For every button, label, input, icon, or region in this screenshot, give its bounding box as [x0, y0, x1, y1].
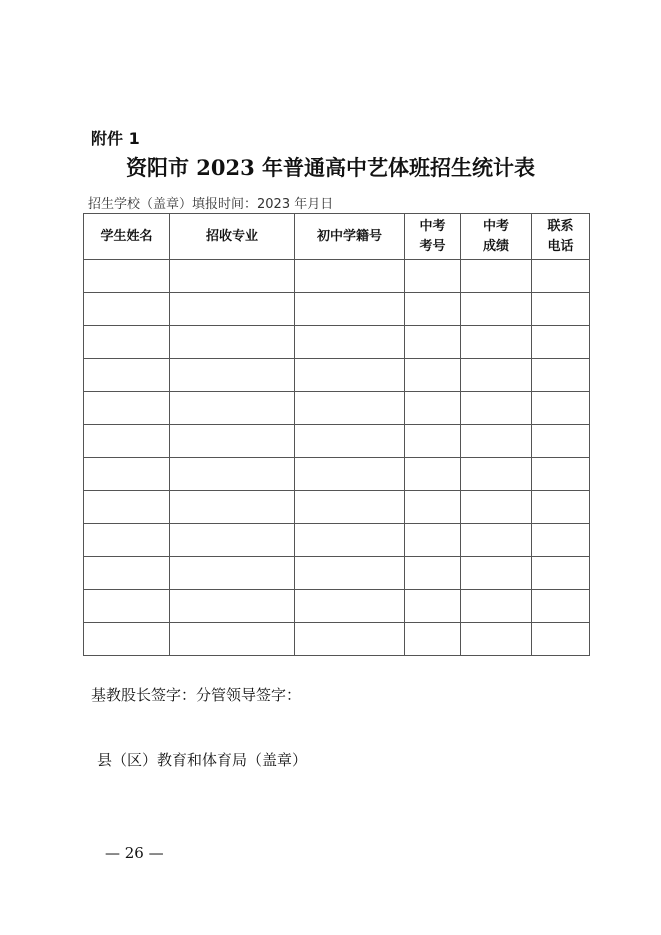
table-cell — [84, 458, 170, 491]
table-cell — [532, 260, 590, 293]
table-cell — [405, 293, 461, 326]
table-cell — [170, 425, 295, 458]
table-cell — [170, 359, 295, 392]
signature-line: 基教股长签字：分管领导签字： — [91, 686, 302, 704]
table-cell — [295, 425, 405, 458]
table-cell — [295, 491, 405, 524]
school-and-date-line: 招生学校（盖章）填报时间：2023 年月日 — [88, 197, 334, 212]
table-row — [84, 623, 590, 656]
table-cell — [532, 557, 590, 590]
table-body — [84, 260, 590, 656]
table-cell — [84, 425, 170, 458]
enrollment-table — [83, 213, 590, 656]
table-cell — [405, 491, 461, 524]
table-cell — [295, 524, 405, 557]
table-cell — [461, 557, 532, 590]
table-row — [84, 392, 590, 425]
table-cell — [405, 359, 461, 392]
table-cell — [295, 326, 405, 359]
table-cell — [461, 260, 532, 293]
table-cell — [532, 623, 590, 656]
table-cell — [84, 524, 170, 557]
table-cell — [170, 458, 295, 491]
table-cell — [461, 425, 532, 458]
table-cell — [461, 590, 532, 623]
page-number: — 26 — — [105, 844, 164, 862]
header-exam-number: 中考 考号 — [405, 214, 461, 260]
table-cell — [170, 491, 295, 524]
table-row — [84, 359, 590, 392]
table-row — [84, 557, 590, 590]
table-cell — [532, 425, 590, 458]
table-cell — [405, 260, 461, 293]
attachment-label: 附件 1 — [91, 129, 140, 148]
table-cell — [532, 491, 590, 524]
table-cell — [405, 524, 461, 557]
table-cell — [295, 590, 405, 623]
table-cell — [170, 524, 295, 557]
table-cell — [295, 260, 405, 293]
table-cell — [170, 326, 295, 359]
table-cell — [461, 458, 532, 491]
table-cell — [84, 326, 170, 359]
table-cell — [170, 557, 295, 590]
table-cell — [461, 524, 532, 557]
table-row — [84, 458, 590, 491]
table-cell — [84, 359, 170, 392]
table-cell — [170, 293, 295, 326]
table-cell — [461, 326, 532, 359]
table-cell — [532, 359, 590, 392]
table-row — [84, 524, 590, 557]
table-cell — [405, 590, 461, 623]
table-cell — [84, 293, 170, 326]
table-row — [84, 491, 590, 524]
table-cell — [532, 293, 590, 326]
table-cell — [84, 623, 170, 656]
table-cell — [461, 293, 532, 326]
page-title: 资阳市 2023 年普通高中艺体班招生统计表 — [125, 155, 536, 180]
header-major: 招收专业 — [170, 214, 295, 260]
bureau-seal-line: 县（区）教育和体育局（盖章） — [97, 751, 308, 769]
table-cell — [532, 326, 590, 359]
table-row — [84, 590, 590, 623]
table-cell — [405, 557, 461, 590]
table-cell — [405, 326, 461, 359]
header-student-id: 初中学籍号 — [295, 214, 405, 260]
table-row — [84, 425, 590, 458]
table-cell — [461, 623, 532, 656]
table-row — [84, 326, 590, 359]
table-cell — [532, 392, 590, 425]
table-cell — [170, 590, 295, 623]
table-cell — [461, 491, 532, 524]
header-phone: 联系 电话 — [532, 214, 590, 260]
table-cell — [295, 359, 405, 392]
table-row — [84, 260, 590, 293]
table-cell — [405, 623, 461, 656]
table-cell — [405, 425, 461, 458]
table-cell — [295, 392, 405, 425]
table-cell — [170, 260, 295, 293]
table-cell — [405, 458, 461, 491]
table-cell — [84, 392, 170, 425]
table-cell — [84, 260, 170, 293]
header-exam-score: 中考 成绩 — [461, 214, 532, 260]
table-cell — [170, 392, 295, 425]
table-cell — [461, 359, 532, 392]
table-cell — [295, 623, 405, 656]
table-cell — [84, 590, 170, 623]
table-cell — [461, 392, 532, 425]
table-cell — [295, 293, 405, 326]
table-row — [84, 293, 590, 326]
table-cell — [295, 557, 405, 590]
table-cell — [295, 458, 405, 491]
table-header-row — [84, 214, 590, 260]
table-cell — [170, 623, 295, 656]
header-student-name: 学生姓名 — [84, 214, 170, 260]
table-cell — [84, 491, 170, 524]
table-cell — [532, 458, 590, 491]
table-cell — [532, 524, 590, 557]
table-cell — [532, 590, 590, 623]
table-cell — [84, 557, 170, 590]
table-cell — [405, 392, 461, 425]
